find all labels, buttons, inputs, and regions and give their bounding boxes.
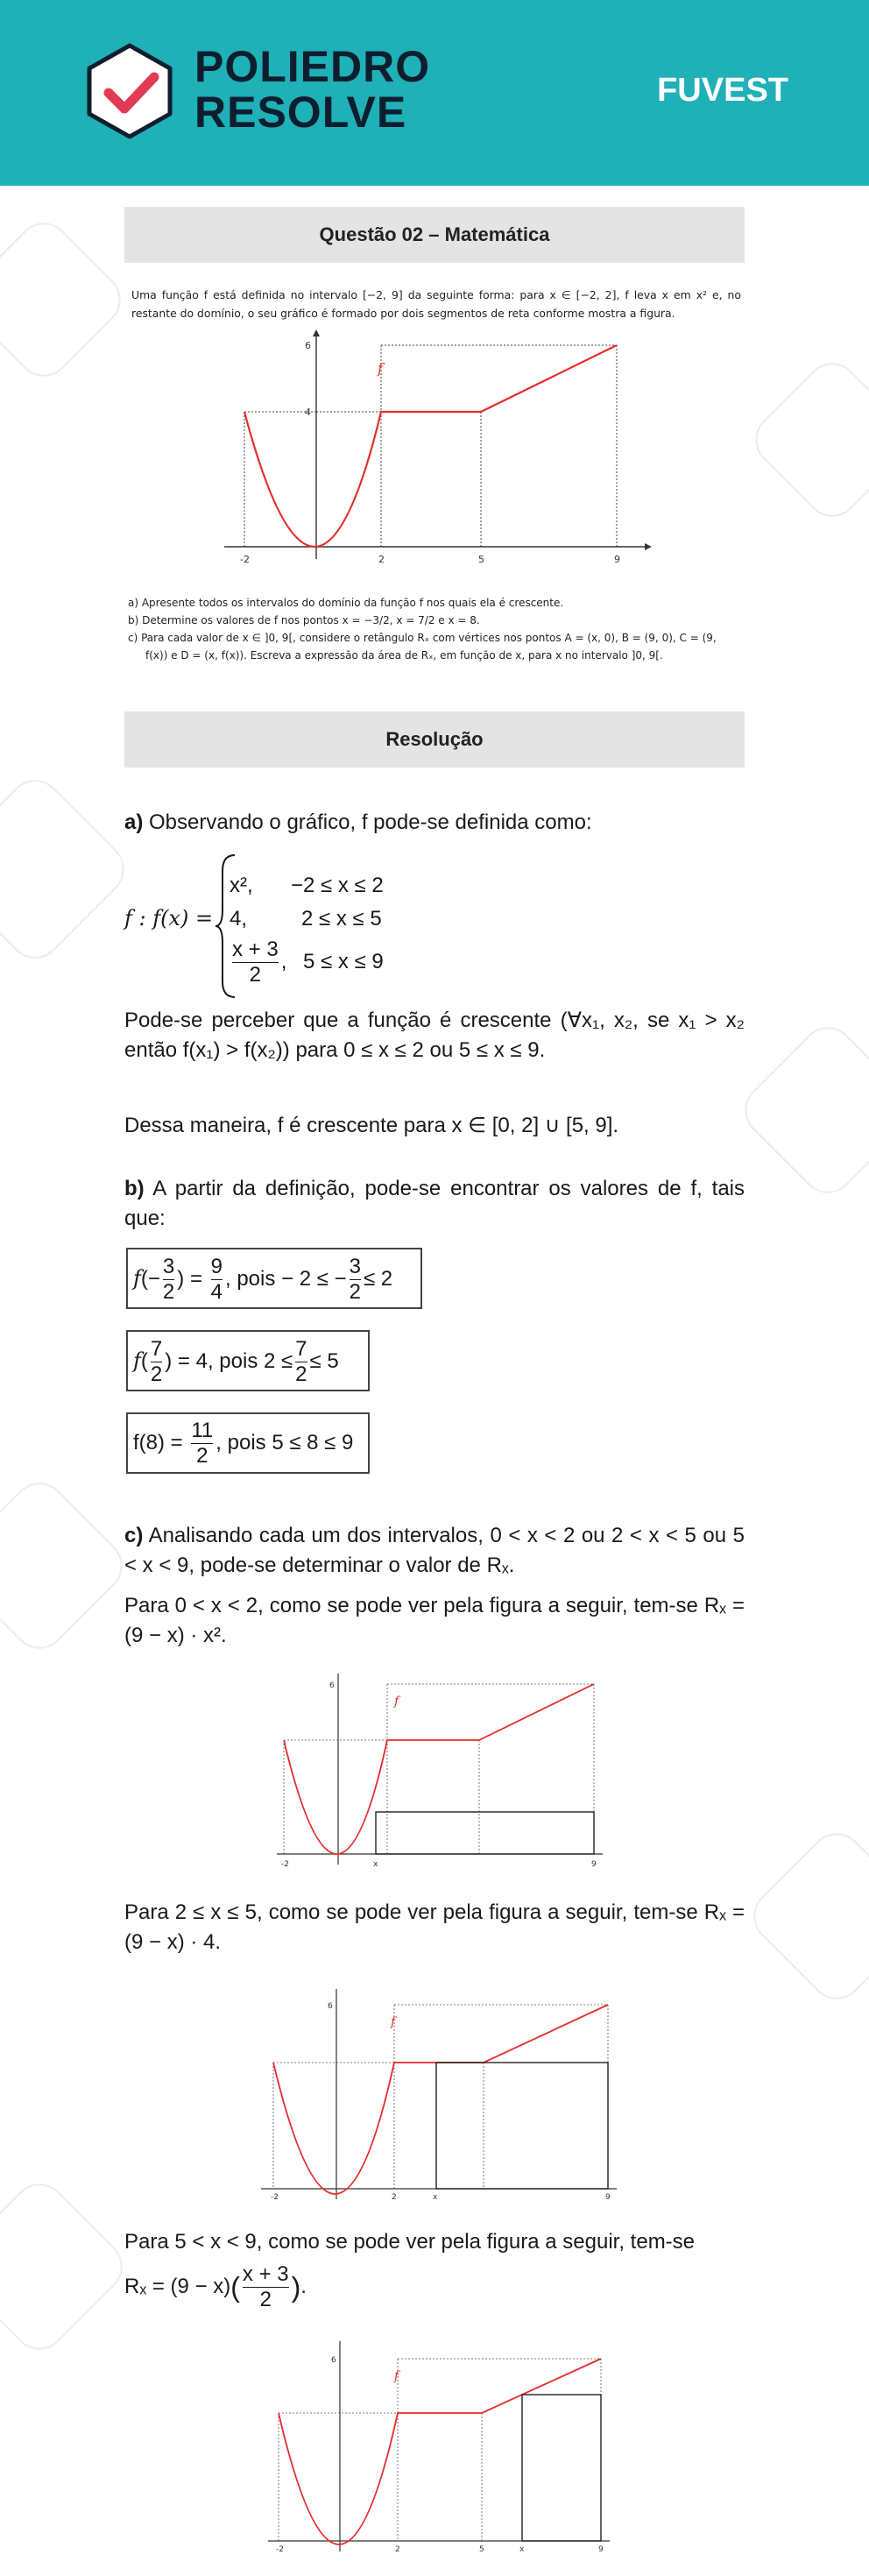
part-b-label: b) [124, 1177, 145, 1200]
case-3-lhs: Rₓ = (9 − x) [124, 2274, 231, 2298]
case-1 [230, 871, 384, 901]
graph-f-label: f [391, 2015, 396, 2029]
question-item-b: b) Determine os valores de f nos pontos x = −3/2, x = 7/2 e x = 8. [128, 614, 480, 626]
case-2-cond: 2 ≤ x ≤ 5 [301, 907, 382, 931]
x-tick: 2 [392, 2193, 397, 2201]
box2-cmp-num: 7 [295, 1337, 307, 1362]
case-3-cond: 5 ≤ x ≤ 9 [303, 949, 384, 973]
part-a-paragraph-1: Pode-se perceber que a função é crescente (∀x₁, x₂, se x₁ > x₂ então f(x₁) > f(x₂)) para 0 ≤ x ≤ 2 ou 5 ≤ x ≤ 9. [124, 1008, 745, 1062]
x-tick: 2 [395, 2545, 400, 2553]
question-statement: Uma função f está definida no intervalo [−2, 9] da seguinte forma: para x ∈ [−2, 2], f leva x em x² e, no restante do domínio, o seu gráfico é formado por dois segmentos de reta conforme mostra a figura. [131, 288, 741, 320]
part-a-intro-text: Observando o gráfico, f pode-se definida como: [149, 810, 592, 834]
y-tick: 6 [305, 340, 311, 351]
case-1-cond: −2 ≤ x ≤ 2 [291, 874, 384, 897]
part-c-intro [124, 1521, 745, 1581]
graph-f-label: f [378, 360, 383, 377]
resolution-title-bar: Resolução [124, 711, 745, 768]
part-a-label: a) [124, 810, 144, 834]
box2-tail: ≤ 5 [309, 1349, 339, 1373]
box1-arg-sign: − [147, 1267, 160, 1291]
x-marker: x [519, 2545, 525, 2553]
case-1-expr: x², [230, 874, 253, 897]
case-3-den: 2 [259, 2288, 272, 2311]
case-3 [230, 938, 384, 987]
case-3-sep: , [280, 949, 287, 973]
answer-box-2: f( $\frac{7}{2}$ ) = 4, pois 2 ≤ $\frac{7}{2}$ ≤ 5 [126, 1330, 370, 1391]
box2-arg-num: 7 [150, 1337, 163, 1362]
part-a-paragraph-2: Dessa maneira, f é crescente para x ∈ [0, 2] ∪ [5, 9]. [124, 1114, 619, 1137]
box1-value-fraction [211, 1255, 223, 1305]
case-3-graph [263, 2334, 613, 2553]
box1-arg-den: 2 [162, 1280, 175, 1305]
box1-arg-num: 3 [162, 1255, 175, 1279]
box3-val-num: 11 [191, 1419, 214, 1443]
box1-f: f [133, 1266, 141, 1291]
part-c-intro-text: Analisando cada um dos intervalos, 0 < x < 2 ou 2 < x < 5 ou 5 < x < 9, pode-se determinar o valor de Rₓ. [124, 1524, 745, 1577]
case-2-sentence: Para 2 ≤ x ≤ 5, como se pode ver pela figura a seguir, tem-se [124, 1900, 698, 1924]
box2-eq: = 4, pois 2 ≤ [177, 1349, 293, 1373]
box1-cmp-den: 2 [349, 1280, 361, 1305]
box2-cmp-den: 2 [295, 1362, 307, 1387]
answer-box-1: f(− $\frac{3}{2}$ ) = $\frac{9}{4}$ , pois − 2 ≤ − $\frac{3}{2}$ ≤ 2 [126, 1248, 422, 1309]
case-2 [230, 904, 382, 934]
question-items [128, 594, 741, 664]
question-title-bar: Questão 02 – Matemática [124, 207, 745, 263]
checkmark-logo-icon [81, 42, 179, 140]
case-3-end: . [300, 2274, 307, 2298]
x-tick: 5 [478, 554, 484, 565]
x-tick: 2 [378, 554, 385, 565]
brand-wordmark [194, 44, 430, 135]
box1-val-den: 4 [210, 1280, 223, 1305]
header-band [0, 0, 869, 186]
box2-f: f [133, 1348, 141, 1373]
case-1-text [124, 1591, 745, 1651]
x-tick: 5 [479, 2545, 484, 2553]
box1-cmp-fraction [350, 1255, 361, 1305]
case-3-fraction [232, 938, 279, 987]
case-1-graph [273, 1670, 606, 1872]
graph-f-label: f [394, 2369, 399, 2383]
case-3-num: x + 3 [232, 938, 279, 961]
box2-arg-den: 2 [150, 1362, 163, 1387]
definition-lhs: f : f(x) = [124, 906, 214, 931]
case-2-expr: 4, [230, 907, 248, 931]
case-2-text [124, 1898, 745, 1957]
y-tick: 4 [305, 407, 311, 418]
case-3-den: 2 [249, 963, 262, 987]
x-tick: 9 [591, 1860, 597, 1869]
case-1-formula: Rₓ = (9 − x) · x². [124, 1594, 745, 1647]
question-item-c: c) Para cada valor de x ∈ ]0, 9[, considere o retângulo Rₓ com vértices nos pontos A = (x, 0), B = (9, 0), C = (9, f(x)) e D = (x, f(x)). Escreva a expressão da área de Rₓ, em função de x, para x no intervalo ]0, 9[. [128, 632, 717, 662]
brand-line-1: POLIEDRO [194, 42, 431, 91]
box2-cmp-fraction [295, 1337, 307, 1387]
case-3-fraction [243, 2262, 289, 2312]
x-tick: -2 [240, 554, 250, 565]
box1-tail: ≤ 2 [363, 1267, 393, 1291]
y-tick: 6 [328, 2002, 333, 2011]
box1-arg-fraction [163, 1255, 174, 1305]
x-marker: x [373, 1860, 378, 1869]
box2-arg-fraction [151, 1337, 162, 1387]
box1-eq: = [189, 1267, 202, 1291]
case-2-formula: Rₓ = (9 − x) · 4. [124, 1900, 745, 1954]
part-a-intro [124, 808, 745, 838]
case-2-graph [254, 1982, 622, 2201]
question-item-a: a) Apresente todos os intervalos do domínio da função f nos quais ela é crescente. [128, 597, 564, 609]
case-3-num: x + 3 [242, 2262, 289, 2286]
case-3-formula: Rₓ = (9 − x)( $\frac{x + 3}{2}$ ). [124, 2262, 307, 2311]
box1-cmp-num: 3 [349, 1255, 361, 1279]
x-tick: -2 [281, 1860, 289, 1869]
box3-tail: , pois 5 ≤ 8 ≤ 9 [215, 1431, 354, 1454]
x-tick: 9 [598, 2545, 604, 2553]
y-tick: 6 [329, 1681, 335, 1690]
case-3-text [124, 2227, 745, 2312]
x-tick: 9 [614, 554, 620, 565]
graph-f-label: f [394, 1695, 399, 1709]
x-tick: -2 [276, 2545, 284, 2553]
piecewise-definition [124, 853, 562, 999]
case-1-sentence: Para 0 < x < 2, como se pode ver pela figura a seguir, tem-se [124, 1594, 698, 1617]
y-tick: 6 [331, 2356, 336, 2365]
box1-val-num: 9 [210, 1255, 223, 1279]
box3-val-den: 2 [196, 1444, 208, 1468]
box3-value-fraction [191, 1419, 213, 1468]
box3-lhs: f(8) = [133, 1431, 183, 1454]
question-graph [198, 329, 659, 568]
x-tick: 9 [605, 2193, 611, 2201]
part-b-intro-text: A partir da definição, pode-se encontrar os valores de f, tais que: [124, 1177, 745, 1230]
case-3-sentence: Para 5 < x < 9, como se pode ver pela figura a seguir, tem-se [124, 2230, 696, 2254]
part-c-label: c) [124, 1524, 144, 1547]
answer-box-3 [126, 1412, 370, 1474]
part-b-intro [124, 1174, 745, 1234]
box1-pois: , pois − 2 ≤ − [224, 1267, 347, 1291]
x-marker: x [433, 2193, 438, 2201]
x-tick: -2 [271, 2193, 279, 2201]
exam-name: FUVEST [657, 72, 788, 109]
brand-line-2: RESOLVE [194, 88, 407, 137]
